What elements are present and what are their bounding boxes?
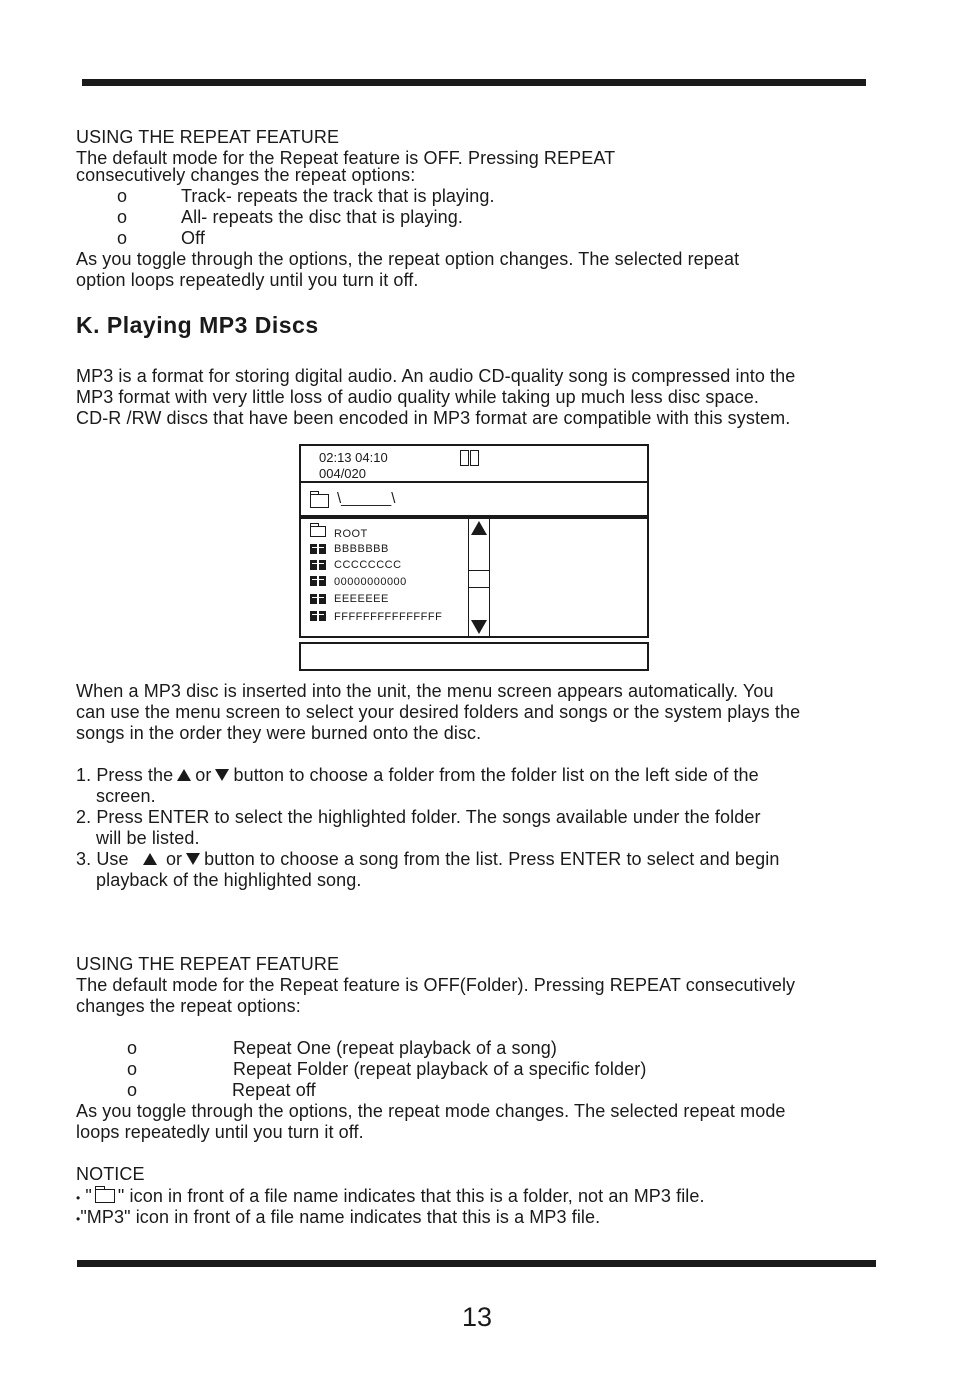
down-arrow-icon	[186, 853, 200, 865]
repeat2-option-bullet: o	[127, 1059, 138, 1079]
usage-line-3: songs in the order they were burned onto the disc.	[76, 723, 482, 743]
section-title: K. Playing MP3 Discs	[76, 312, 319, 338]
menu-path-box	[299, 481, 649, 517]
page-number: 13	[461, 1302, 493, 1332]
notice-line-1-post: " icon in front of a file name indicates that this is a folder, not an MP3 file.	[117, 1186, 705, 1206]
notice-line-1-pre: "	[85, 1186, 92, 1206]
notice-line-2	[76, 1207, 600, 1230]
repeat-option-bullet: o	[117, 186, 128, 206]
song-icon	[310, 576, 326, 586]
song-icon	[310, 560, 326, 570]
folder-icon	[95, 1189, 115, 1203]
list-item[interactable]: EEEEEEE	[334, 593, 389, 605]
menu-bottom-box	[299, 642, 649, 671]
step-3-text-b: button to choose a song from the list. Press ENTER to select and begin	[204, 849, 780, 869]
step-1-or: or	[195, 765, 212, 785]
step-1-cont: screen.	[96, 786, 156, 806]
repeat2-option-one: Repeat One (repeat playback of a song)	[233, 1038, 557, 1058]
menu-list-box	[299, 517, 649, 638]
intro-line-3: CD-R /RW discs that have been encoded in MP3 format are compatible with this system.	[76, 408, 791, 428]
bullet: •	[76, 1212, 81, 1226]
step-3-text-a: 3. Use	[76, 849, 129, 869]
repeat-heading-2: USING THE REPEAT FEATURE	[76, 954, 340, 974]
repeat-text-2: consecutively changes the repeat options:	[76, 165, 416, 185]
bottom-rule	[77, 1260, 876, 1267]
song-icon	[310, 594, 326, 604]
notice-line-1	[76, 1186, 705, 1209]
scroll-down-arrow-icon[interactable]	[471, 620, 487, 634]
notice-heading: NOTICE	[76, 1164, 145, 1184]
list-item[interactable]: ROOT	[334, 528, 368, 540]
menu-status-box	[299, 444, 649, 483]
list-scrollbar[interactable]	[468, 519, 490, 636]
repeat2-after-2: loops repeatedly until you turn it off.	[76, 1122, 364, 1142]
song-icon	[310, 544, 326, 554]
list-item[interactable]: BBBBBBB	[334, 543, 389, 555]
notice-line-2-text: "MP3" icon in front of a file name indicates that this is a MP3 file.	[80, 1207, 601, 1227]
repeat-heading-1: USING THE REPEAT FEATURE	[76, 127, 340, 147]
intro-line-2: MP3 format with very little loss of audio quality while taking up much less disc space.	[76, 387, 759, 407]
song-icon	[310, 611, 326, 621]
repeat2-option-folder: Repeat Folder (repeat playback of a specific folder)	[233, 1059, 647, 1079]
repeat2-text-2: changes the repeat options:	[76, 996, 301, 1016]
step-2: 2. Press ENTER to select the highlighted folder. The songs available under the folder	[76, 807, 761, 827]
list-item[interactable]: FFFFFFFFFFFFFFF	[334, 611, 443, 623]
repeat-option-track: Track- repeats the track that is playing.	[181, 186, 495, 206]
repeat2-option-bullet: o	[127, 1080, 138, 1100]
step-1-text-b: button to choose a folder from the folder list on the left side of the	[233, 765, 759, 785]
repeat2-option-off: Repeat off	[232, 1080, 316, 1100]
list-item[interactable]: CCCCCCCC	[334, 559, 402, 571]
repeat-option-bullet: o	[117, 228, 128, 248]
usage-line-1: When a MP3 disc is inserted into the unit, the menu screen appears automatically. You	[76, 681, 774, 701]
folder-icon	[310, 494, 329, 508]
down-arrow-icon	[215, 769, 229, 781]
bullet: •	[76, 1191, 81, 1205]
list-item[interactable]: 00000000000	[334, 576, 407, 588]
repeat2-option-bullet: o	[127, 1038, 138, 1058]
repeat-option-bullet: o	[117, 207, 128, 227]
repeat-option-off: Off	[181, 228, 205, 248]
menu-time: 02:13 04:10	[319, 450, 388, 465]
step-1-text-a: 1. Press the	[76, 765, 174, 785]
repeat2-after-1: As you toggle through the options, the repeat mode changes. The selected repeat mode	[76, 1101, 786, 1121]
menu-track-count: 004/020	[319, 466, 366, 481]
repeat-after-2: option loops repeatedly until you turn it off.	[76, 270, 419, 290]
up-arrow-icon	[177, 769, 191, 781]
top-rule	[82, 79, 866, 86]
pause-icon	[460, 450, 480, 466]
repeat2-text-1: The default mode for the Repeat feature is OFF(Folder). Pressing REPEAT consecutively	[76, 975, 796, 995]
scroll-thumb[interactable]	[469, 570, 489, 588]
step-3	[76, 849, 779, 870]
repeat-after-1: As you toggle through the options, the repeat option changes. The selected repeat	[76, 249, 740, 269]
folder-icon	[310, 526, 326, 537]
scroll-up-arrow-icon[interactable]	[471, 521, 487, 535]
usage-line-2: can use the menu screen to select your desired folders and songs or the system plays the	[76, 702, 801, 722]
step-3-cont: playback of the highlighted song.	[96, 870, 362, 890]
step-1	[76, 765, 759, 786]
step-3-or: or	[165, 849, 183, 869]
repeat-text-1: The default mode for the Repeat feature is OFF. Pressing REPEAT	[76, 148, 616, 168]
intro-line-1: MP3 is a format for storing digital audio. An audio CD-quality song is compressed into the	[76, 366, 796, 386]
up-arrow-icon	[143, 853, 157, 865]
repeat-option-all: All- repeats the disc that is playing.	[181, 207, 463, 227]
menu-path: \______\	[337, 490, 396, 507]
step-2-cont: will be listed.	[96, 828, 200, 848]
